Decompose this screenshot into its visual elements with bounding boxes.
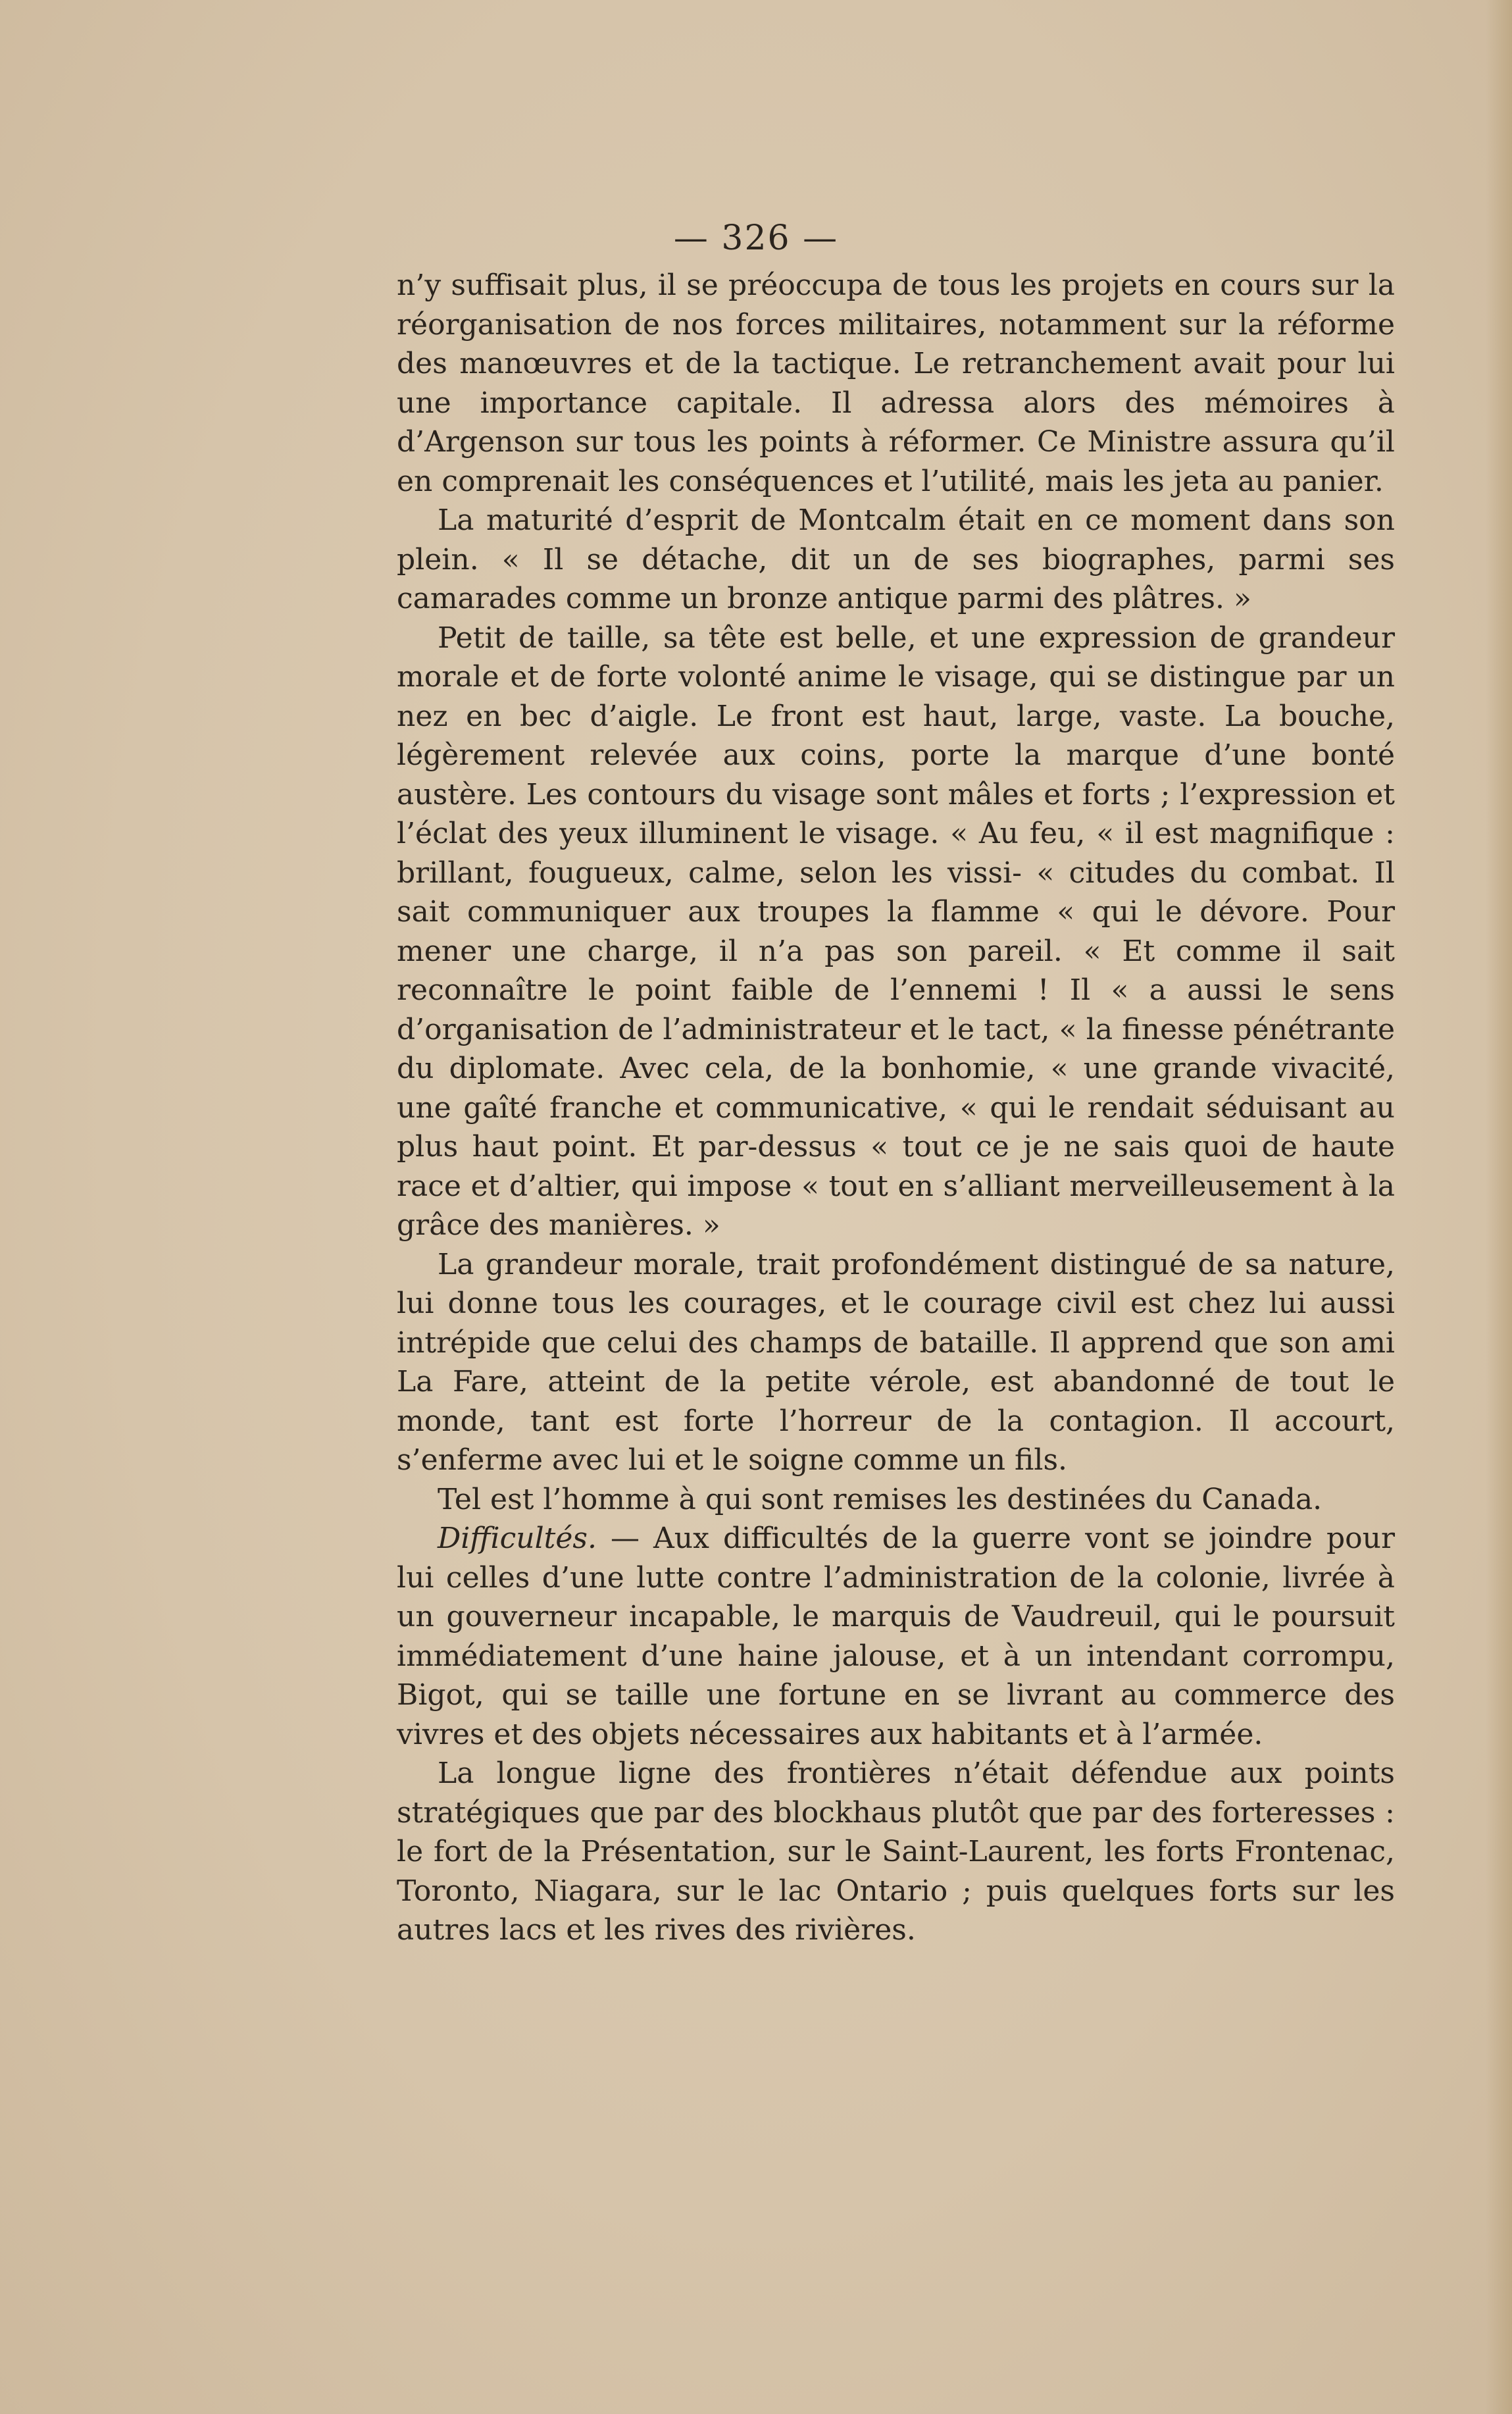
paragraph-5: Tel est l’homme à qui sont remises les destinées du Canada.: [438, 1482, 1323, 1516]
page-edge-shadow: [1486, 0, 1512, 2414]
paragraph-6: [397, 1519, 1395, 1754]
paragraph-4: La grandeur morale, trait profondément distingué de sa nature, lui donne tous les courages, et le courage civil est chez lui aussi intrépide que celui des champs de bataille. Il apprend que son ami La Fare, atteint de la petite vérole, est abandonné de tout le monde, tant est forte l’horreur de la contagion. Il accourt, s’enferme avec lui et le soigne comme un fils.: [397, 1247, 1395, 1477]
page-number: — 326 —: [673, 218, 839, 258]
body-text: [397, 266, 1395, 1950]
paragraph-6-text: — Aux difficultés de la guerre vont se joindre pour lui celles d’une lutte contre l’administration de la colonie, livrée à un gouverneur incapable, le marquis de Vaudreuil, qui le poursuit immédiatement d’une haine jalouse, et à un intendant corrompu, Bigot, qui se taille une fortune en se livrant au commerce des vivres et des objets nécessaires aux habitants et à l’armée.: [397, 1522, 1395, 1751]
paragraph-2: La maturité d’esprit de Montcalm était en ce moment dans son plein. « Il se détache, dit un de ses biographes, parmi ses camarades comme un bronze antique parmi des plâtres. »: [397, 503, 1395, 615]
paragraph-1: n’y suffisait plus, il se préoccupa de tous les projets en cours sur la réorganisation de nos forces militaires, notamment sur la réforme des manœuvres et de la tactique. Le retranchement avait pour lui une importance capitale. Il adressa alors des mémoires à d’Argenson sur tous les points à réformer. Ce Ministre assura qu’il en comprenait les conséquences et l’utilité, mais les jeta au panier.: [397, 269, 1395, 498]
paragraph-3: Petit de taille, sa tête est belle, et une expression de grandeur morale et de forte volonté anime le visage, qui se distingue par un nez en bec d’aigle. Le front est haut, large, vaste. La bouche, légèrement relevée aux coins, porte la marque d’une bonté austère. Les contours du visage sont mâles et forts ; l’expression et l’éclat des yeux illuminent le visage. « Au feu, « il est magnifique : brillant, fougueux, calme, selon les vissi- « citudes du combat. Il sait communiquer aux troupes la flamme « qui le dévore. Pour mener une charge, il n’a pas son pareil. « Et comme il sait reconnaître le point faible de l’ennemi ! Il « a aussi le sens d’organisation de l’administrateur et le tact, « la finesse pénétrante du diplomate. Avec cela, de la bonhomie, « une grande vivacité, une gaîté franche et communicative, « qui le rendait séduisant au plus haut point. Et par-dessus « tout ce je ne sais quoi de haute race et d’altier, qui impose « tout en s’alliant merveilleusement à la grâce des manières. »: [397, 621, 1395, 1242]
paragraph-7: La longue ligne des frontières n’était défendue aux points stratégiques que par des blockhaus plutôt que par des forteresses : le fort de la Présentation, sur le Saint-Laurent, les forts Frontenac, Toronto, Niagara, sur le lac Ontario ; puis quelques forts sur les autres lacs et les rives des rivières.: [397, 1757, 1395, 1947]
section-heading-difficultes: Difficultés.: [438, 1522, 597, 1555]
